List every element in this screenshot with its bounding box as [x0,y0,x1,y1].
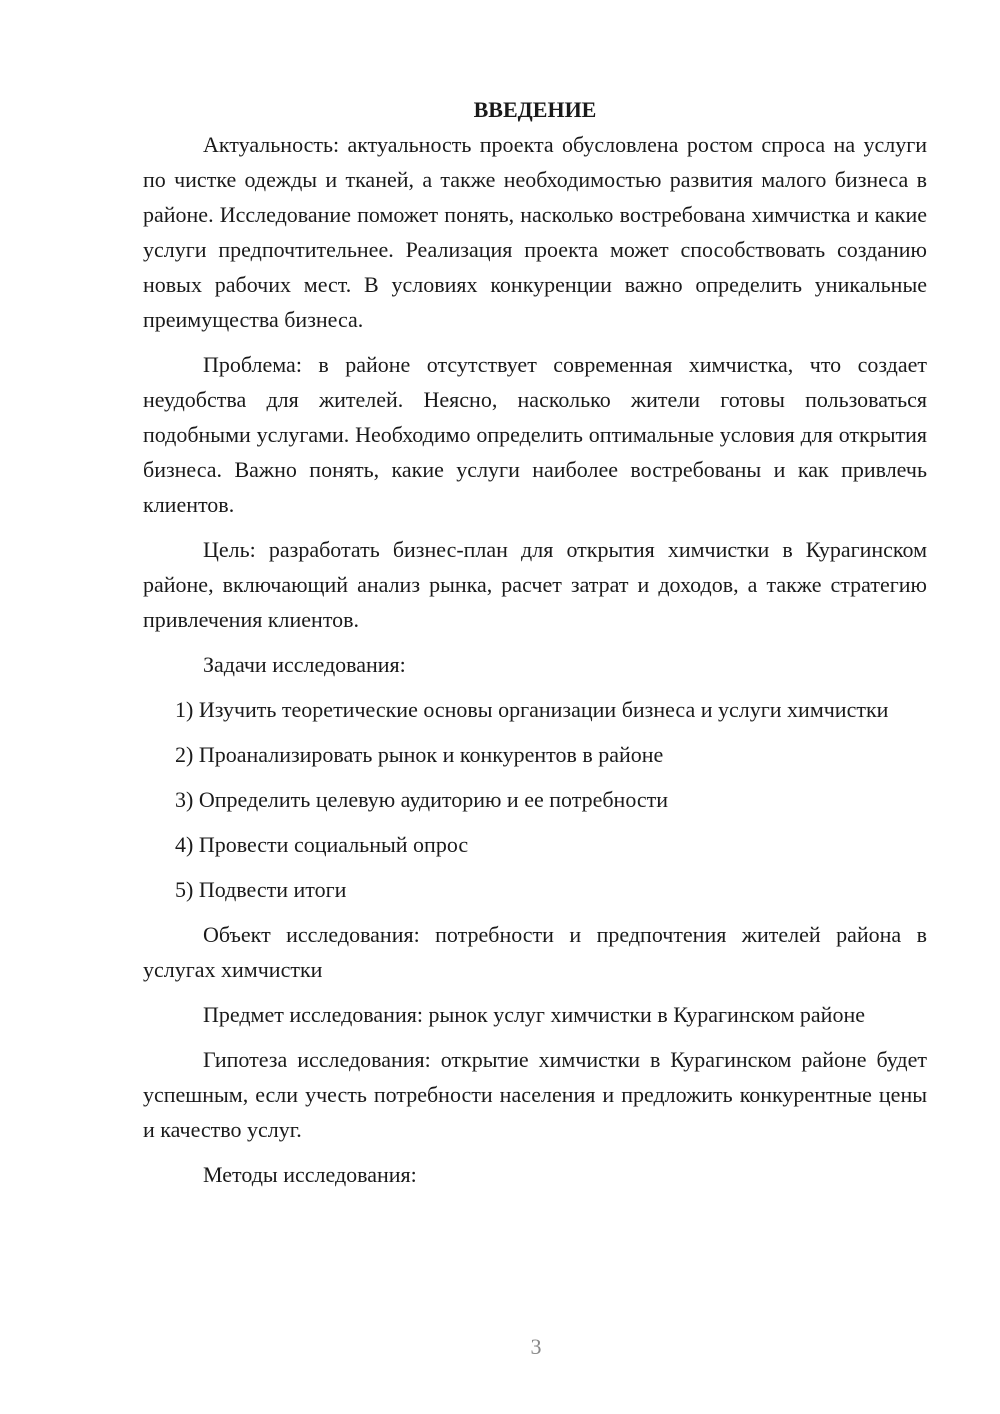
page-number: 3 [530,1334,542,1359]
list-item: 1) Изучить теоретические основы организации бизнеса и услуги химчистки [175,697,889,722]
list-item: 4) Провести социальный опрос [175,832,469,857]
paragraph-subject: Предмет исследования: рынок услуг химчистки в Курагинском районе [203,1002,865,1027]
paragraph-relevance: Актуальность: актуальность проекта обусловлена ростом спроса на услуги по чистке одежды и тканей, а также необходимостью развития малого бизнеса в районе. Исследование поможет понять, насколько востребована химчистка и какие услуги предпочтительнее. Реализация проекта может способствовать созданию новых рабочих мест. В условиях конкуренции важно определить уникальные преимущества бизнеса. [143,132,927,332]
paragraph-problem: Проблема: в районе отсутствует современная химчистка, что создает неудобства для жителей. Неясно, насколько жители готовы пользоваться подобными услугами. Необходимо определить оптимальные условия для открытия бизнеса. Важно понять, какие услуги наиболее востребованы и как привлечь клиентов. [143,352,927,517]
page-title: ВВЕДЕНИЕ [473,97,597,122]
paragraph-object: Объект исследования: потребности и предпочтения жителей района в услугах химчистки [143,922,927,982]
tasks-list [143,692,927,907]
tasks-heading: Задачи исследования: [203,652,406,677]
list-item: 3) Определить целевую аудиторию и ее потребности [175,787,669,812]
methods-heading: Методы исследования: [203,1162,417,1187]
list-item: 2) Проанализировать рынок и конкурентов в районе [175,742,664,767]
document-page [143,92,927,1202]
paragraph-goal: Цель: разработать бизнес-план для открытия химчистки в Курагинском районе, включающий анализ рынка, расчет затрат и доходов, а также стратегию привлечения клиентов. [143,537,927,632]
list-item: 5) Подвести итоги [175,877,347,902]
paragraph-hypothesis: Гипотеза исследования: открытие химчистки в Курагинском районе будет успешным, если учесть потребности населения и предложить конкурентные цены и качество услуг. [143,1047,927,1142]
